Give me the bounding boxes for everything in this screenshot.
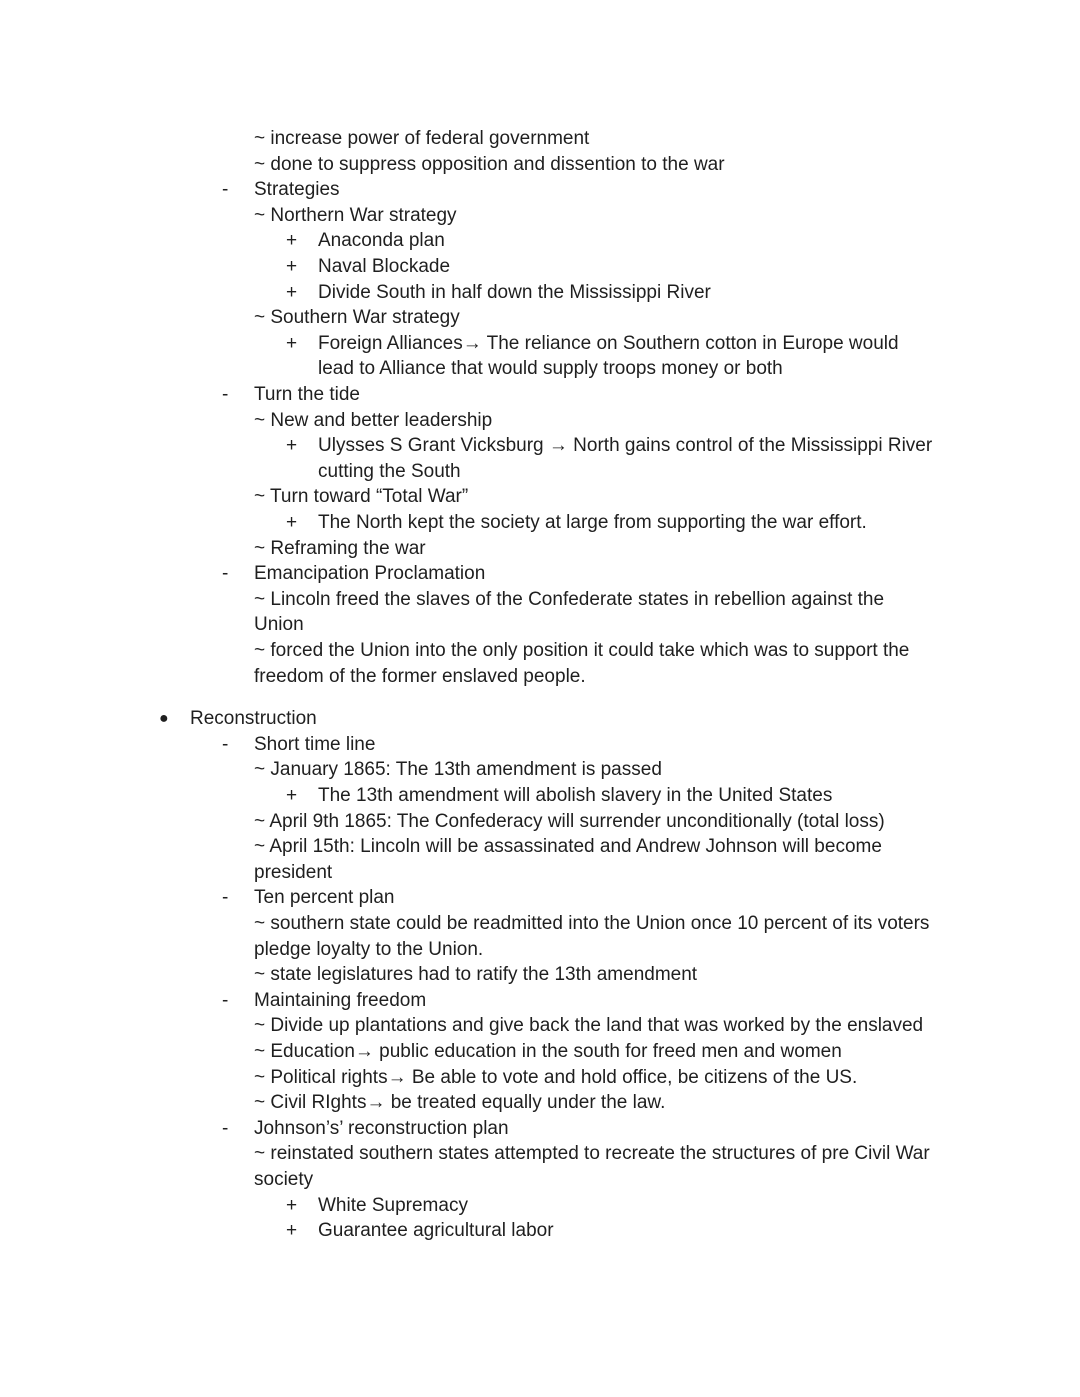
plus-bullet: + <box>286 230 298 252</box>
note-line: ~ forced the Union into the only position it could take which was to support the <box>254 640 910 661</box>
note-line: lead to Alliance that would supply troops money or both <box>318 358 783 380</box>
note-line: ~ done to suppress opposition and dissention to the war <box>254 153 725 175</box>
plus-bullet: + <box>286 281 298 303</box>
note-line: ~ increase power of federal government <box>254 128 590 149</box>
note-line: Maintaining freedom <box>254 989 427 1011</box>
note-line: cutting the South <box>318 460 461 482</box>
note-line: The 13th amendment will abolish slavery in the United States <box>318 785 833 806</box>
note-line: ~ New and better leadership <box>254 409 493 431</box>
dash-bullet: - <box>222 989 229 1011</box>
section-heading: Reconstruction <box>190 708 317 730</box>
note-line: ~ Education→ public education in the south for freed men and women <box>254 1041 842 1062</box>
note-line: Divide South in half down the Mississippi River <box>318 281 711 303</box>
note-line: ~ Southern War strategy <box>254 307 460 329</box>
note-line: ~ Lincoln freed the slaves of the Confederate states in rebellion against the <box>254 588 885 610</box>
plus-bullet: + <box>286 512 298 533</box>
dash-bullet: - <box>222 733 229 755</box>
note-line: ~ Divide up plantations and give back the land that was worked by the enslaved <box>254 1015 924 1037</box>
note-line: Anaconda plan <box>318 230 445 252</box>
dash-bullet: - <box>222 887 229 909</box>
note-line: ~ Civil RIghts→ be treated equally under the law. <box>254 1092 666 1114</box>
note-line: White Supremacy <box>318 1194 468 1216</box>
note-line: ~ Political rights→ Be able to vote and hold office, be citizens of the US. <box>254 1066 858 1088</box>
note-line: Guarantee agricultural labor <box>318 1220 554 1242</box>
dash-bullet: - <box>222 563 229 585</box>
note-line: Ten percent plan <box>254 887 395 909</box>
note-line: freedom of the former enslaved people. <box>254 665 586 687</box>
round-bullet-icon: ● <box>159 710 169 728</box>
plus-bullet: + <box>286 785 298 806</box>
note-line: ~ January 1865: The 13th amendment is passed <box>254 759 662 781</box>
note-line: Naval Blockade <box>318 256 451 277</box>
note-line: ~ Turn toward “Total War” <box>254 486 469 508</box>
note-line: The North kept the society at large from supporting the war effort. <box>318 512 867 533</box>
note-line: society <box>254 1169 314 1190</box>
note-line: president <box>254 861 333 883</box>
plus-bullet: + <box>286 256 298 277</box>
note-line: ~ southern state could be readmitted into the Union once 10 percent of its voters <box>254 913 930 934</box>
note-line: pledge loyalty to the Union. <box>254 938 484 960</box>
note-line: Emancipation Proclamation <box>254 563 486 585</box>
note-line: Johnson’s’ reconstruction plan <box>254 1117 509 1139</box>
note-line: ~ reinstated southern states attempted to recreate the structures of pre Civil War <box>254 1143 930 1165</box>
plus-bullet: + <box>286 332 298 354</box>
note-line: Ulysses S Grant Vicksburg → North gains control of the Mississippi River <box>318 435 933 457</box>
note-line: ~ April 15th: Lincoln will be assassinated and Andrew Johnson will become <box>254 836 882 858</box>
note-line: Strategies <box>254 179 340 201</box>
plus-bullet: + <box>286 1220 298 1242</box>
plus-bullet: + <box>286 1194 298 1216</box>
note-line: ~ Reframing the war <box>254 537 426 559</box>
note-line: Short time line <box>254 733 376 755</box>
dash-bullet: - <box>222 179 229 201</box>
note-line: Foreign Alliances→ The reliance on Southern cotton in Europe would <box>318 332 899 354</box>
note-line: Union <box>254 614 304 636</box>
dash-bullet: - <box>222 1117 229 1139</box>
dash-bullet: - <box>222 384 229 405</box>
plus-bullet: + <box>286 435 298 457</box>
note-line: ~ state legislatures had to ratify the 13th amendment <box>254 964 698 986</box>
note-line: Turn the tide <box>254 384 360 405</box>
note-line: ~ Northern War strategy <box>254 204 457 226</box>
note-line: ~ April 9th 1865: The Confederacy will surrender unconditionally (total loss) <box>254 810 885 832</box>
